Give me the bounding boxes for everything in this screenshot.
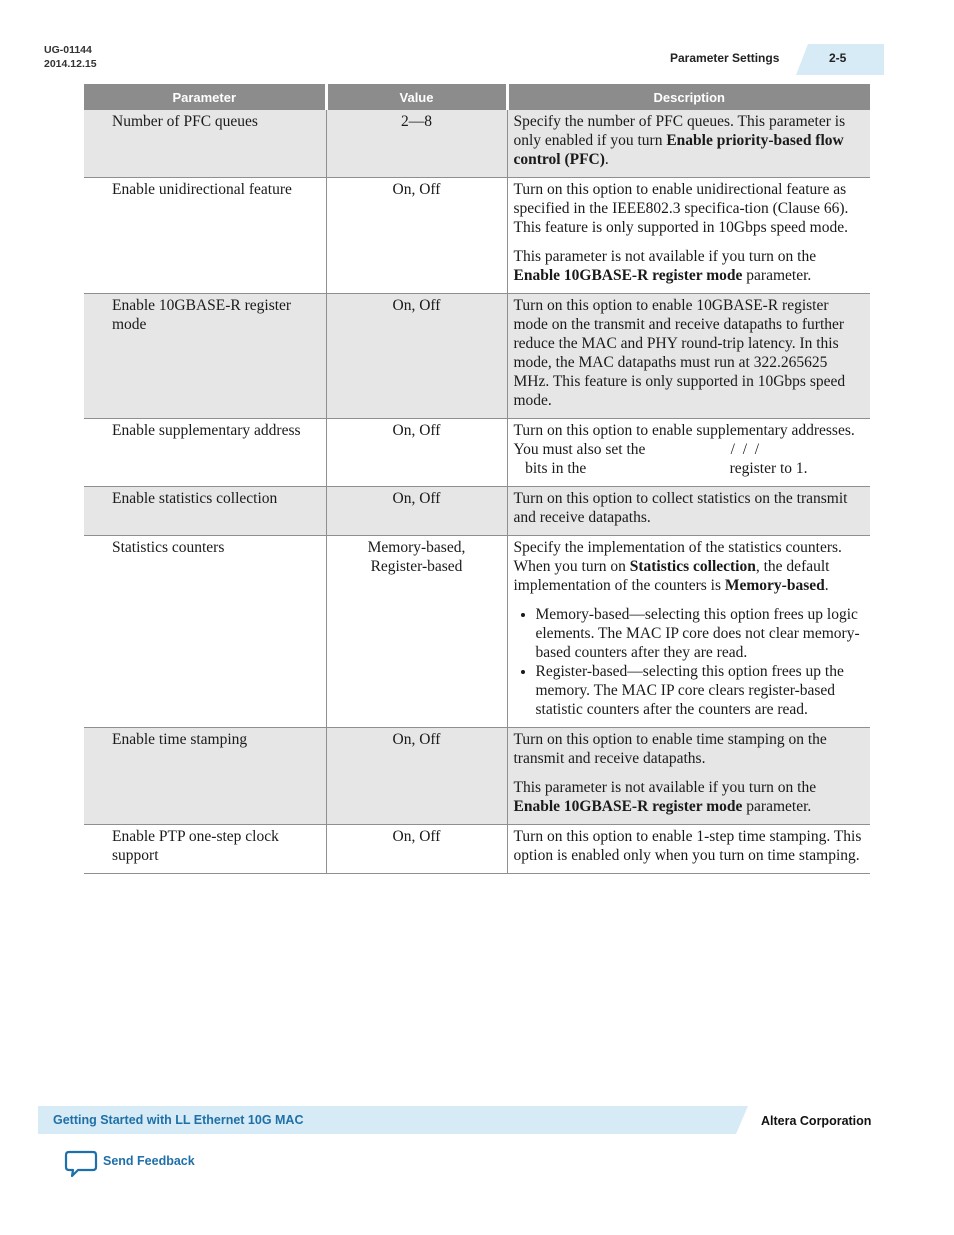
table-row <box>84 294 870 419</box>
value-cell <box>326 825 507 874</box>
description-cell: Turn on this option to enable unidirectional feature as specified in the IEEE802.3 specifica-tion (Clause 66). This feature is only supported in 10Gbps speed mode. This parameter is not available if you turn on the Enable 10GBASE-R register mode parameter. <box>507 178 870 294</box>
parameter-cell: Enable supplementary address <box>84 419 326 487</box>
description-cell: Specify the implementation of the statistics counters. When you turn on Statistics collection, the default implementation of the counters is Memory-based. • Memory-based—selecting this option frees up logic elements. The MAC IP core does not clear memory-based counters after they are read. • Register-based—selecting this option frees up the memory. The MAC IP core clears register-based statistic counters after the counters are read. <box>507 536 870 728</box>
description-cell: Turn on this option to enable supplementary addresses. You must also set the / / / bits in the register to 1. <box>507 419 870 487</box>
parameter-cell: Enable 10GBASE-R register mode <box>84 294 326 419</box>
table-row <box>84 178 870 294</box>
send-feedback-link[interactable]: Send Feedback <box>103 1154 195 1168</box>
value-line: On, Off <box>392 828 441 845</box>
value-line: On, Off <box>392 731 441 748</box>
table-row <box>84 536 870 728</box>
value-line: On, Off <box>392 297 441 314</box>
description-cell: Turn on this option to collect statistics on the transmit and receive datapaths. <box>507 487 870 536</box>
value-cell <box>326 487 507 536</box>
value-cell <box>326 294 507 419</box>
value-line: Register-based <box>370 558 463 575</box>
parameter-cell: Enable statistics collection <box>84 487 326 536</box>
value-cell <box>326 728 507 825</box>
speech-bubble-icon[interactable] <box>64 1150 98 1178</box>
footer-corporation: Altera Corporation <box>761 1114 872 1128</box>
description-cell: Specify the number of PFC queues. This parameter is only enabled if you turn Enable priority-based flow control (PFC). <box>507 110 870 178</box>
footer-guide-title[interactable]: Getting Started with LL Ethernet 10G MAC <box>53 1113 304 1127</box>
column-header-parameter: Parameter <box>84 84 326 110</box>
description-cell: Turn on this option to enable 10GBASE-R register mode on the transmit and receive datapaths to further reduce the MAC and PHY round-trip latency. In this mode, the MAC datapaths must run at 322.265625 MHz. This feature is only supported in 10Gbps speed mode. <box>507 294 870 419</box>
table-row <box>84 110 870 178</box>
document-id: UG-01144 <box>44 44 92 56</box>
description-cell: Turn on this option to enable time stamping on the transmit and receive datapaths. This parameter is not available if you turn on the Enable 10GBASE-R register mode parameter. <box>507 728 870 825</box>
document-date: 2014.12.15 <box>44 58 97 70</box>
table-row <box>84 487 870 536</box>
description-cell: Turn on this option to enable 1-step time stamping. This option is enabled only when you turn on time stamping. <box>507 825 870 874</box>
page-number: 2-5 <box>829 51 847 65</box>
value-line: 2—8 <box>401 113 432 130</box>
table-row <box>84 419 870 487</box>
table-body <box>84 110 870 874</box>
parameter-cell: Enable PTP one-step clock support <box>84 825 326 874</box>
value-line: On, Off <box>392 422 441 439</box>
value-cell <box>326 178 507 294</box>
document-id-block <box>44 43 97 71</box>
parameter-cell: Number of PFC queues <box>84 110 326 178</box>
table-header-row <box>84 84 870 110</box>
column-header-value: Value <box>326 84 507 110</box>
section-title: Parameter Settings <box>670 51 780 65</box>
column-header-description: Description <box>507 84 870 110</box>
table-row <box>84 825 870 874</box>
value-line: On, Off <box>392 181 441 198</box>
table-row <box>84 728 870 825</box>
value-line: Memory-based, <box>367 539 466 556</box>
parameter-cell: Statistics counters <box>84 536 326 728</box>
value-line: On, Off <box>392 490 441 507</box>
parameter-cell: Enable time stamping <box>84 728 326 825</box>
parameter-table <box>84 84 870 874</box>
value-cell <box>326 110 507 178</box>
parameter-cell: Enable unidirectional feature <box>84 178 326 294</box>
value-cell <box>326 419 507 487</box>
value-cell <box>326 536 507 728</box>
